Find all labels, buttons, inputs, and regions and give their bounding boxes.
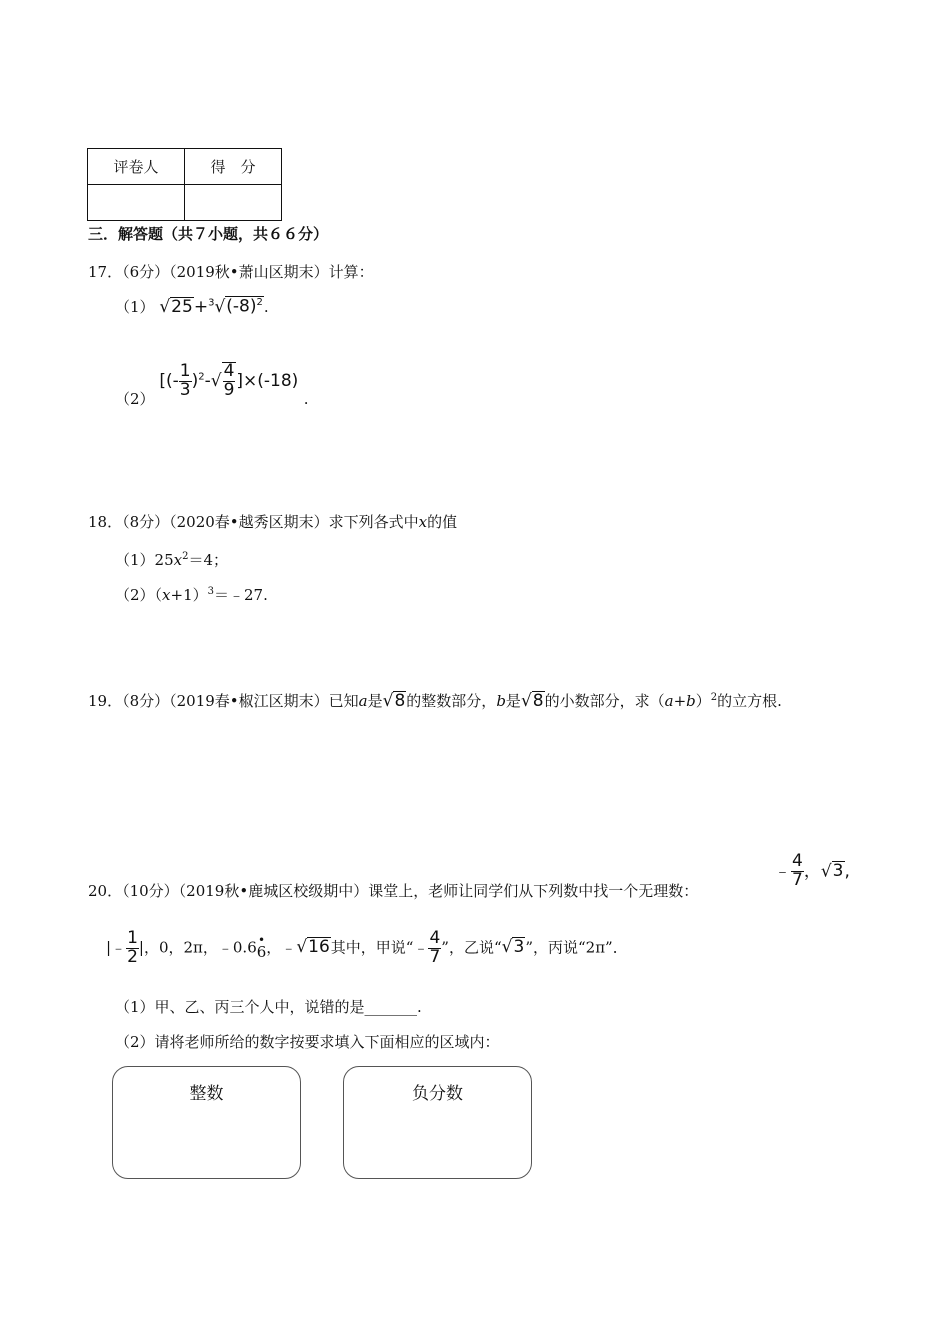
q20-line1-numbers: ﹣ $\frac{4}{7}$ ，√3, xyxy=(774,851,850,890)
q19-t5: 的小数部分，求（ xyxy=(544,692,665,710)
q20-s-den: 7 xyxy=(429,946,441,967)
grader-header: 评卷人 xyxy=(88,149,185,185)
q17-heading: 17．（6分）（2019秋•萧山区期末）计算： xyxy=(88,263,374,281)
q17-p2-fraction xyxy=(179,363,192,400)
integer-box[interactable] xyxy=(112,1066,301,1179)
q18-p2-b: +1） xyxy=(170,586,208,604)
q17-p2-minus: - xyxy=(204,371,211,392)
q17-p2-rnum: 4 xyxy=(223,361,235,381)
negative-fraction-box-label: 负分数 xyxy=(412,1084,463,1104)
q20-say-fraction xyxy=(428,930,441,967)
score-cell[interactable] xyxy=(185,185,282,221)
q18-p1-var: x xyxy=(173,551,183,569)
q19-exp: 2 xyxy=(710,692,718,703)
q17-p1-index: 3 xyxy=(208,297,215,309)
q19-b: b xyxy=(496,692,506,710)
q20-abs-fraction xyxy=(126,930,139,967)
q20-abs-num: 1 xyxy=(127,928,138,948)
q20-abs-open: |﹣ xyxy=(106,938,127,957)
q19-root2: 8 xyxy=(532,691,544,711)
q17-part2 xyxy=(115,361,309,409)
q19-b2: b xyxy=(686,692,696,710)
q19-a2: a xyxy=(664,692,674,710)
q20-n1-sign: ﹣ xyxy=(774,861,791,882)
q17-p2-num: 1 xyxy=(179,361,191,381)
q20-comma: ， xyxy=(803,861,821,882)
q17-p2-radical xyxy=(222,362,237,400)
q18-var: x xyxy=(418,513,428,531)
q17-p1-exp: 2 xyxy=(256,297,263,309)
q18-p1-b: ＝4； xyxy=(188,551,229,569)
q19-t1: 19．（8分）（2019春•椒江区期末）已知 xyxy=(88,692,359,710)
q18-p1-exp: 2 xyxy=(182,551,189,562)
q18-head-end: 的值 xyxy=(427,513,458,531)
q18-part2 xyxy=(115,584,268,605)
q20-rep-digit: 6 xyxy=(256,943,267,962)
integer-box-label: 整数 xyxy=(189,1084,224,1104)
q20-n1-num: 4 xyxy=(792,851,803,871)
q19-t6: ） xyxy=(695,692,711,710)
negative-fraction-box[interactable] xyxy=(343,1066,532,1179)
q17-p2-expression: [(- $\frac{1}{3}$ )$^2$-√ $\frac{4}{9}$ ]×(-18) xyxy=(159,361,299,400)
q18-part1 xyxy=(115,549,228,570)
q19-t3: 的整数部分， xyxy=(406,692,497,710)
section-title: 三．解答题（共７小题，共６６分） xyxy=(88,225,329,243)
q17-p2-den: 3 xyxy=(179,379,191,400)
q20-repeating xyxy=(256,932,267,962)
q18-p2-exp: 3 xyxy=(207,586,215,597)
q19-a: a xyxy=(358,692,368,710)
q17-p2-rfraction xyxy=(223,363,236,400)
q17-p2-close: ) xyxy=(191,371,199,392)
q17-p1-radicand-text: (-8) xyxy=(226,297,257,317)
q20-n1-den: 7 xyxy=(792,869,803,890)
q20-sep: ，﹣ xyxy=(266,938,297,957)
q17-p1-expression: $√25+^3√(-8)^2$ xyxy=(159,297,263,317)
q17-p2-open: [(- xyxy=(159,371,179,392)
q19-t2: 是 xyxy=(367,692,383,710)
q17-p2-exp: 2 xyxy=(198,371,205,383)
q20-s-rad: 3 xyxy=(513,937,525,958)
q20-part1: （1）甲、乙、丙三个人中，说错的是_______. xyxy=(115,998,422,1016)
q17-p2-rden: 9 xyxy=(223,379,235,400)
q17-p2-tail: ]×(-18) xyxy=(236,371,299,392)
q20-rep-dot: • xyxy=(257,932,266,947)
q20-comma2: , xyxy=(844,861,850,882)
q20-say3: ”，丙说“2π”． xyxy=(525,938,628,957)
q19-root1: 8 xyxy=(394,691,406,711)
q18-p2-var: x xyxy=(162,586,171,604)
q20-n1-fraction xyxy=(791,853,804,890)
q18-head: 18．（8分）（2020春•越秀区期末）求下列各式中 xyxy=(88,513,419,531)
score-header: 得 分 xyxy=(185,149,282,185)
q18-p2-a: （2）（ xyxy=(115,586,163,604)
q17-p1-label: （1） xyxy=(115,298,155,316)
q20-s-num: 4 xyxy=(429,928,441,948)
q18-p2-c: ＝﹣27. xyxy=(214,586,268,604)
q17-part1 xyxy=(115,296,269,317)
q18-heading xyxy=(88,511,457,532)
q19-t4: 是 xyxy=(505,692,521,710)
q17-p2-label: （2） xyxy=(115,390,155,409)
q19-t7: 的立方根. xyxy=(717,692,782,710)
q20-say2: ”，乙说“ xyxy=(441,938,502,957)
q20-part2: （2）请将老师所给的数字按要求填入下面相应的区域内： xyxy=(115,1033,500,1051)
q20-say1: 其中，甲说“﹣ xyxy=(330,938,429,957)
score-table xyxy=(87,148,282,221)
q18-p1-a: （1）25 xyxy=(115,551,174,569)
q20-line2: |﹣ $\frac{1}{2}$ |，0，2π，﹣0.6 • 6 ，﹣√16其中，甲说“﹣ $\frac{4}{7}$ ”，乙说“√3”，丙说“2π”． xyxy=(106,928,628,967)
q17-p1-end: . xyxy=(263,298,269,316)
q17-p1-radicand xyxy=(225,296,264,316)
q19-text: 19．（8分）（2019春•椒江区期末）已知a是√8的整数部分，b是√8的小数部分，求$(a+b)^2$的立方根. xyxy=(88,691,782,711)
q20-rad16: 16 xyxy=(308,937,330,958)
q17-p1-sqrt: 25 xyxy=(171,297,193,317)
q20-n2-rad: 3 xyxy=(832,861,844,882)
q17-p1-plus: + xyxy=(193,297,209,317)
q20-heading: 20．（10分）（2019秋•鹿城区校级期中）课堂上，老师让同学们从下列数中找一个无理数： xyxy=(88,882,699,900)
grader-cell[interactable] xyxy=(88,185,185,221)
q20-abs-den: 2 xyxy=(127,946,138,967)
q20-abs-close: |，0，2π，﹣0.6 xyxy=(138,938,257,957)
q17-p2-end: . xyxy=(303,390,309,409)
q19-plus: + xyxy=(673,692,687,710)
